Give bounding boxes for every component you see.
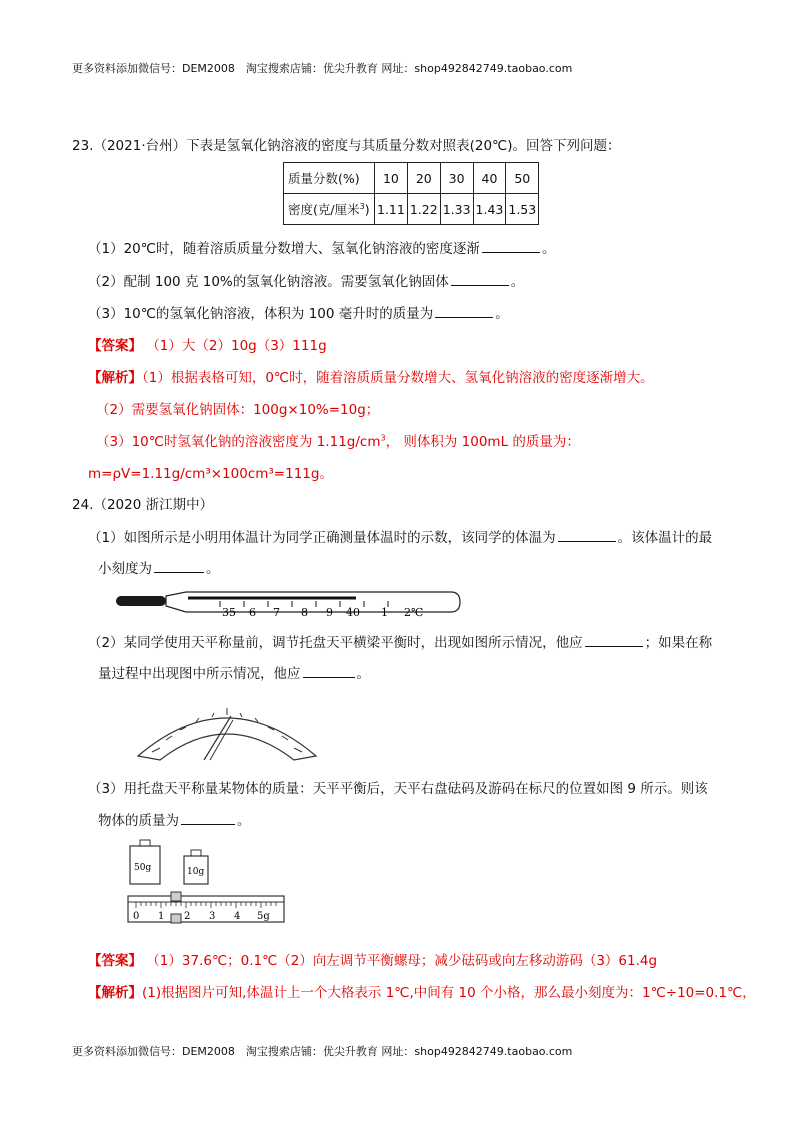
q23-part1: （1）20℃时，随着溶质质量分数增大、氢氧化钠溶液的密度逐渐 。 xyxy=(88,241,556,257)
q24-part1: （1）如图所示是小明用体温计为同学正确测量体温时的示数，该同学的体温为 。该体温计的最 xyxy=(88,530,713,546)
table-cell: 10 xyxy=(375,163,408,194)
density-table xyxy=(283,162,539,225)
thermometer-label: 1 xyxy=(381,606,388,618)
ruler-label: 2 xyxy=(184,911,191,922)
table-row xyxy=(284,194,539,225)
table-cell: 20 xyxy=(407,163,440,194)
ruler-label: 4 xyxy=(234,911,241,922)
q23-analysis-1: 【解析】（1）根据表格可知，0℃时，随着溶质质量分数增大、氢氧化钠溶液的密度逐渐增大。 xyxy=(88,370,654,386)
rider-top xyxy=(171,892,181,901)
weight-label: 50g xyxy=(134,863,152,873)
q23-analysis-4: m=ρV=1.11g/cm³×100cm³=111g。 xyxy=(88,466,333,482)
q24-part2-cont: 量过程中出现图中所示情况，他应 。 xyxy=(98,666,370,682)
table-cell: 50 xyxy=(506,163,539,194)
table-cell: 1.22 xyxy=(407,194,440,225)
thermometer-label: 6 xyxy=(249,606,256,618)
thermometer-bulb xyxy=(116,596,166,606)
q23-analysis-3: （3）10℃时氢氧化钠的溶液密度为 $1.11g/cm^3$， 则体积为 100mL 的质量为： xyxy=(96,433,580,450)
q24-part3-cont: 物体的质量为 。 xyxy=(98,813,251,829)
thermometer-label: 2℃ xyxy=(404,606,424,618)
table-cell: 30 xyxy=(440,163,473,194)
q23-stem: 23.（2021·台州）下表是氢氧化钠溶液的密度与其质量分数对照表(20℃)。回答下列问题： xyxy=(72,138,621,154)
q23-answer: 【答案】 （1）大（2）10g（3）111g xyxy=(88,338,327,354)
ruler-label: 5g xyxy=(257,911,270,922)
thermometer-figure xyxy=(116,588,462,618)
table-cell: 1.11 xyxy=(375,194,408,225)
thermometer-label: 7 xyxy=(273,606,280,618)
ruler-label: 3 xyxy=(209,911,216,922)
table-cell: 1.43 xyxy=(473,194,506,225)
table-cell: 40 xyxy=(473,163,506,194)
q24-part2: （2）某同学使用天平称量前，调节托盘天平横梁平衡时，出现如图所示情况，他应 ；如果在称 xyxy=(88,635,713,651)
table-cell: 密度(克/厘米$^3$) xyxy=(284,194,375,225)
ruler-label: 0 xyxy=(133,911,140,922)
q23-analysis-2: （2）需要氢氧化钠固体：100g×10%=10g； xyxy=(96,402,380,418)
rider-bottom xyxy=(171,914,181,923)
q23-part2: （2）配制 100 克 10%的氢氧化钠溶液。需要氢氧化钠固体 。 xyxy=(88,274,525,290)
balance-dial-figure xyxy=(134,696,320,762)
weight-label: 10g xyxy=(187,867,205,877)
page-footer: 更多资料添加微信号：DEM2008 淘宝搜索店铺：优尖升教育 网址：shop492842749.taobao.com xyxy=(72,1045,573,1058)
dial-arc xyxy=(138,718,316,760)
page-header: 更多资料添加微信号：DEM2008 淘宝搜索店铺：优尖升教育 网址：shop492842749.taobao.com xyxy=(72,62,573,75)
thermometer-label: 9 xyxy=(326,606,333,618)
ruler-label: 1 xyxy=(158,911,165,922)
weights-ruler-figure xyxy=(126,838,290,928)
table-cell: 质量分数(%) xyxy=(284,163,375,194)
q24-part3: （3）用托盘天平称量某物体的质量：天平平衡后，天平右盘砝码及游码在标尺的位置如图 9 所示。则该 xyxy=(88,781,708,797)
thermometer-label: 35 xyxy=(222,606,236,618)
q24-answer: 【答案】 （1）37.6℃；0.1℃（2）向左调节平衡螺母；减少砝码或向左移动游码（3）61.4g xyxy=(88,953,658,969)
q24-stem: 24.（2020 浙江期中） xyxy=(72,497,214,513)
thermometer-label: 40 xyxy=(346,606,360,618)
table-row xyxy=(284,163,539,194)
table-cell: 1.33 xyxy=(440,194,473,225)
table-cell: 1.53 xyxy=(506,194,539,225)
q23-part3: （3）10℃的氢氧化钠溶液，体积为 100 毫升时的质量为 。 xyxy=(88,306,509,322)
thermometer-label: 8 xyxy=(301,606,308,618)
q24-analysis-1: 【解析】(1)根据图片可知,体温计上一个大格表示 1℃,中间有 10 个小格，那么最小刻度为：1℃÷10=0.1℃， xyxy=(88,985,756,1001)
q24-part1-cont: 小刻度为 。 xyxy=(98,561,220,577)
